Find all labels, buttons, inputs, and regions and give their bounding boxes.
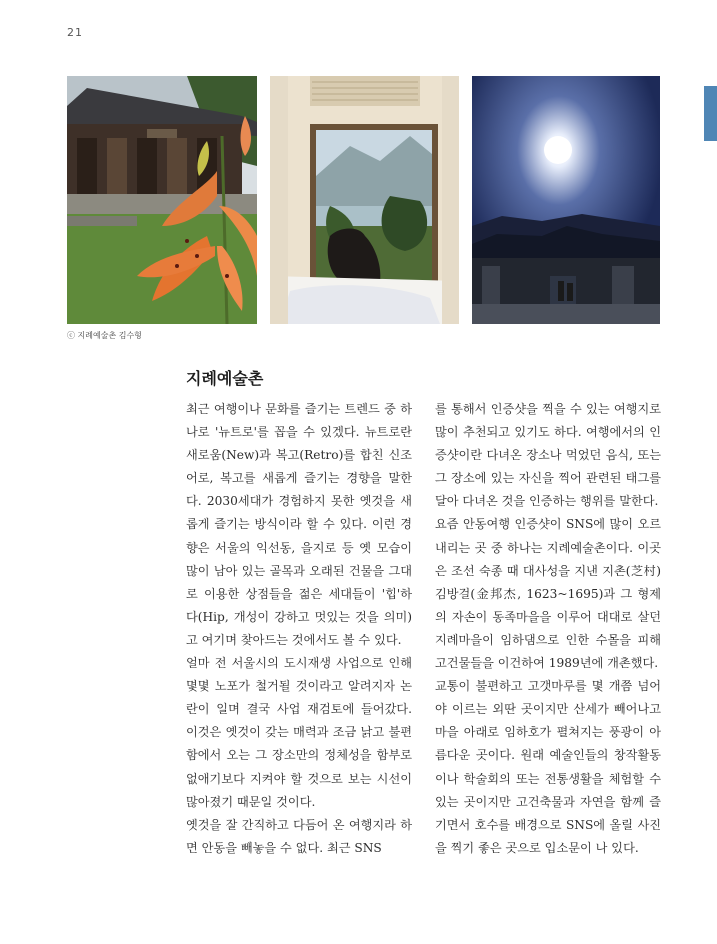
body-column-left — [186, 398, 412, 860]
body-column-right — [435, 398, 661, 860]
photo-credit: ⓒ 지례예술촌 김수형 — [67, 331, 142, 340]
paragraph: 얼마 전 서울시의 도시재생 사업으로 인해 몇몇 노포가 철거될 것이라고 알려지자 논란이 일며 결국 사업 재검토에 들어갔다. 이것은 옛것이 갖는 매력과 조금 낡고 불편함에서 오는 그 장소만의 정체성을 함부로 없애기보다 지켜야 할 것으로 보는 시선이 많아졌기 때문일 것이다. — [186, 656, 412, 809]
paragraph: 요즘 안동여행 인증샷이 SNS에 많이 오르내리는 곳 중 하나는 지례예술촌이다. 이곳은 조선 숙종 때 대사성을 지낸 지촌(芝村) 김방걸(金邦杰, 1623~1695)과 그 형제의 자손이 동족마을을 이루어 대대로 살던 지례마을이 임하댐으로 인한 수몰을 피해 고건물들을 이건하여 1989년에 개촌했다. — [435, 517, 661, 671]
section-tab-marker — [704, 86, 717, 141]
paragraph: 교통이 불편하고 고갯마루를 몇 개쯤 넘어야 이르는 외딴 곳이지만 산세가 빼어나고 마을 아래로 임하호가 펼쳐지는 풍광이 아름다운 곳이다. 원래 예술인들의 창작활동이나 학술회의 또는 전통생활을 체험할 수 있는 곳이지만 고건축물과 자연을 함께 즐기면서 호수를 배경으로 SNS에 올릴 사진을 찍기 좋은 곳으로 입소문이 나 있다. — [435, 679, 661, 855]
paragraph: 를 통해서 인증샷을 찍을 수 있는 여행지로 많이 추천되고 있기도 하다. 여행에서의 인증샷이란 다녀온 장소나 먹었던 음식, 또는 그 장소에 있는 자신을 찍어 관련된 태그를 달아 다녀온 것을 인증하는 행위를 말한다. — [435, 402, 661, 509]
page-number: 21 — [67, 26, 83, 39]
photo-night-hanok-moon — [472, 76, 660, 324]
paragraph: 옛것을 잘 간직하고 다듬어 온 여행지라 하면 안동을 빼놓을 수 없다. 최근 SNS — [186, 817, 412, 855]
photo-hanok-lily — [67, 76, 257, 324]
paragraph: 최근 여행이나 문화를 즐기는 트렌드 중 하나로 '뉴트로'를 꼽을 수 있겠다. 뉴트로란 새로움(New)과 복고(Retro)를 합친 신조어로, 복고를 새롭게 즐기는 경향을 말한다. 2030세대가 경험하지 못한 옛것을 새롭게 즐기는 방식이라 할 수 있다. 이런 경향은 서울의 익선동, 을지로 등 옛 모습이 많이 남아 있는 골목과 오래된 건물을 그대로 이용한 상점들을 젊은 세대들이 '힙'하다(Hip, 개성이 강하고 멋있는 것을 의미)고 여기며 찾아드는 것에서도 볼 수 있다. — [186, 402, 412, 647]
article-title: 지례예술촌 — [186, 369, 264, 388]
photo-window-lake-view — [270, 76, 459, 324]
